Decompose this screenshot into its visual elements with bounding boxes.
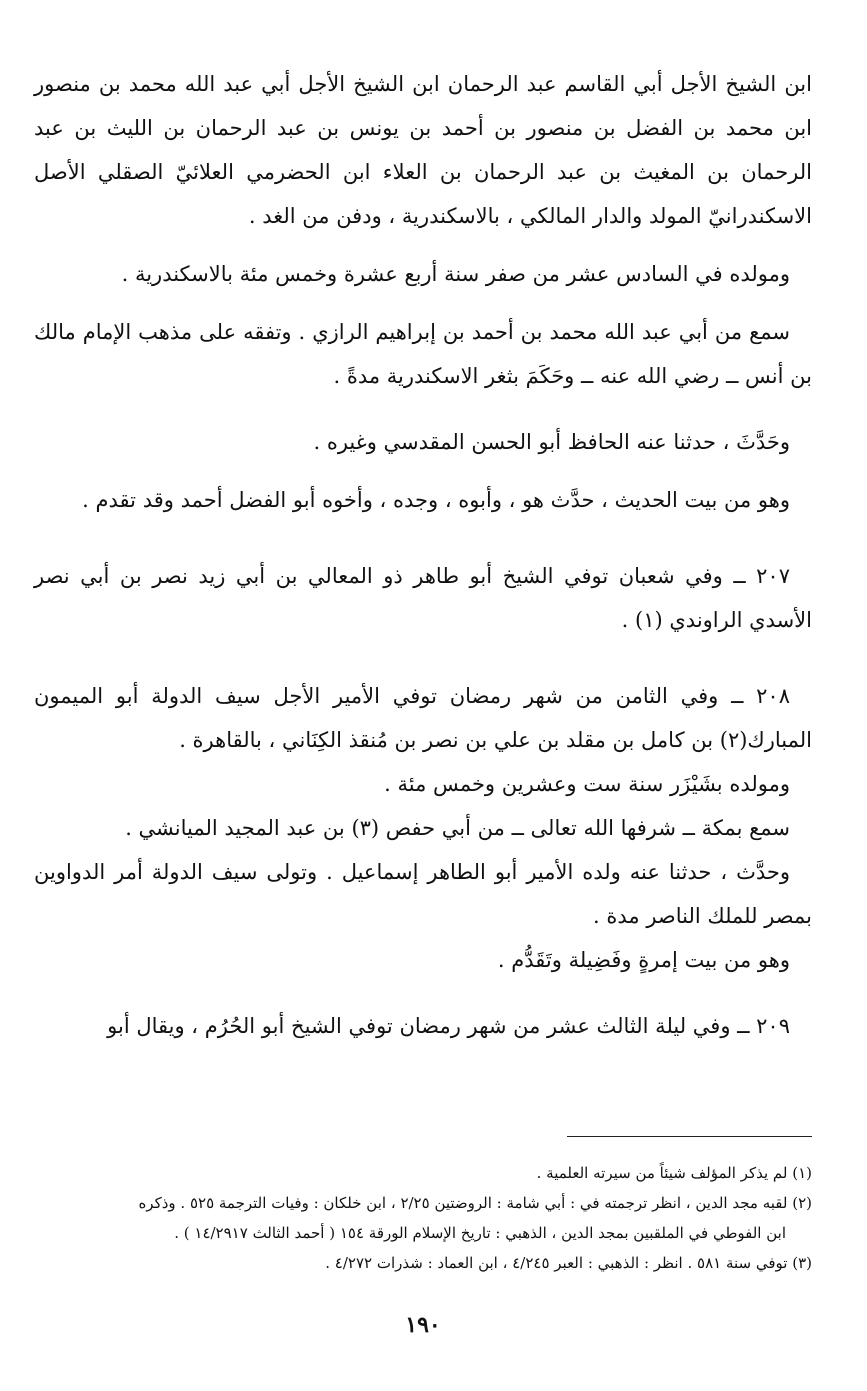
book-page	[34, 62, 812, 1362]
paragraph-mecca: سمع بمكة ــ شرفها الله تعالى ــ من أبي حفص (٣) بن عبد المجيد الميانشي .	[125, 816, 790, 840]
entry-208: ٢٠٨ ــ وفي الثامن من شهر رمضان توفي الأمير الأجل سيف الدولة أبو الميمون المبارك(٢) بن كامل بن مقلد بن علي بن نصر بن مُنقذ الكِنَاني ، بالقاهرة .	[34, 684, 812, 752]
entry-209: ٢٠٩ ــ وفي ليلة الثالث عشر من شهر رمضان توفي الشيخ أبو الحُرُم ، ويقال أبو	[107, 1014, 790, 1038]
paragraph-birth: ومولده في السادس عشر من صفر سنة أربع عشرة وخمس مئة بالاسكندرية .	[121, 262, 790, 286]
paragraph-studies: سمع من أبي عبد الله محمد بن أحمد بن إبراهيم الرازي . وتفقه على مذهب الإمام مالك بن أنس ــ رضي الله عنه ــ وحَكَمَ بثغر الاسكندرية مدةً .	[34, 320, 812, 388]
main-text	[34, 62, 812, 1048]
paragraph-biography-lineage: ابن الشيخ الأجل أبي القاسم عبد الرحمان ابن الشيخ الأجل أبي عبد الله محمد بن منصور ابن محمد بن الفضل بن منصور بن أحمد بن يونس بن عبد الرحمان بن الليث بن عبد الرحمان بن المغيث بن عبد الرحمان بن العلاء ابن الحضرمي العلائيّ الصقلي الأصل الاسكندرانيّ المولد والدار المالكي ، بالاسكندرية ، ودفن من الغد .	[34, 72, 812, 228]
footnote-1: (١) لم يذكر المؤلف شيئاً من سيرته العلمية .	[536, 1164, 812, 1182]
footnote-divider	[567, 1136, 812, 1137]
entry-207: ٢٠٧ ــ وفي شعبان توفي الشيخ أبو طاهر ذو المعالي بن أبي زيد نصر بن أبي نصر الأسدي الراوندي (١) .	[34, 564, 812, 632]
paragraph-narration: وحَدَّثَ ، حدثنا عنه الحافظ أبو الحسن المقدسي وغيره .	[313, 430, 790, 454]
paragraph-dawawin: وحدَّث ، حدثنا عنه ولده الأمير أبو الطاهر إسماعيل . وتولى سيف الدولة أمر الدواوين بمصر للملك الناصر مدة .	[34, 860, 812, 928]
footnote-3: (٣) توفي سنة ٥٨١ . انظر : الذهبي : العبر ٤/٢٤٥ ، ابن العماد : شذرات ٤/٢٧٢ .	[325, 1254, 812, 1272]
paragraph-birth-shayzar: ومولده بشَيْزَر سنة ست وعشرين وخمس مئة .	[384, 772, 790, 796]
footnotes	[34, 1158, 812, 1278]
footnote-2: (٢) لقبه مجد الدين ، انظر ترجمته في : أبي شامة : الروضتين ٢/٢٥ ، ابن خلكان : وفيات الترجمة ٥٢٥ . وذكره	[138, 1194, 812, 1212]
page-number: ١٩٠	[405, 1312, 441, 1338]
paragraph-house: وهو من بيت إمرةٍ وفَضِيلة وتَقَدُّم .	[497, 948, 790, 972]
paragraph-family: وهو من بيت الحديث ، حدَّث هو ، وأبوه ، وجده ، وأخوه أبو الفضل أحمد وقد تقدم .	[82, 488, 790, 512]
footnote-2-continued: ابن الفوطي في الملقبين بمجد الدين ، الذهبي : تاريخ الإسلام الورقة ١٥٤ ( أحمد الثالث ١٤/٢٩١٧ ) .	[174, 1224, 786, 1242]
